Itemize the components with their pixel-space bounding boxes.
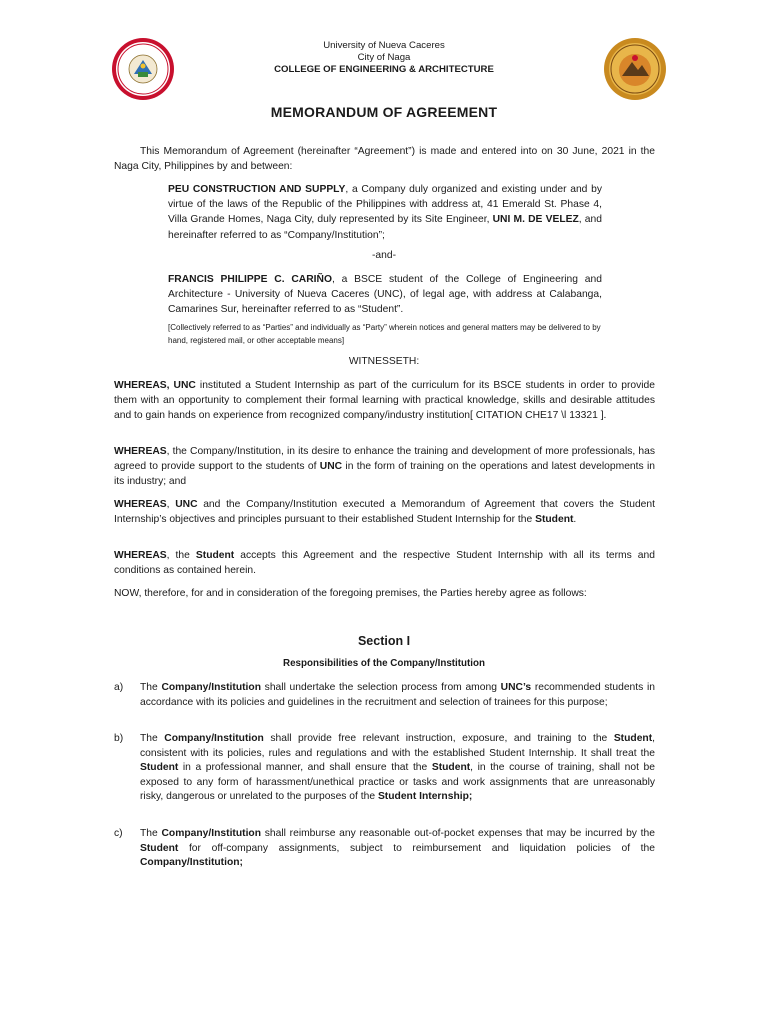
list-item-text (140, 681, 655, 710)
whereas-3-lead: WHEREAS (114, 499, 167, 510)
and-separator: -and- (371, 250, 397, 261)
text-run: shall undertake the selection process from among (260, 682, 501, 693)
text-run: recommended students in accordance with its policies and guidelines in the recruitment and selection of trainees for this purpose; (140, 682, 656, 708)
whereas-2-text-2: in the form of training on the operations and latest developments in its industry; and (114, 461, 655, 488)
party-student (168, 272, 602, 318)
list-item (114, 732, 655, 805)
text-run: The (140, 733, 165, 744)
whereas-4-text-2: accepts this Agreement and the respective Student Internship with all its terms and conditions as contained herein. (114, 550, 655, 577)
document-title: MEMORANDUM OF AGREEMENT (270, 104, 498, 120)
party-company (168, 182, 602, 243)
bold-run: Company/Institution (161, 682, 261, 693)
bold-run: Company/Institution; (140, 857, 243, 869)
engineering-seal-icon (602, 36, 668, 102)
collective-note: [Collectively referred to as “Parties” and individually as “Party” wherein notices and general matters may be delivered to by hand, registered mail, or other acceptable means] (168, 323, 601, 345)
whereas-3-end: . (573, 514, 577, 526)
whereas-1-text: instituted a Student Internship as part of the curriculum for its BSCE students in order to provide them with an opportunity to complement their formal learning with practical knowledge, skills and desirable attitudes and to gain hands on experience from recognized company/industry institution[ CITATION CHE17 \l 13321 ]. (114, 380, 655, 422)
company-name: PEU CONSTRUCTION AND SUPPLY (168, 184, 346, 195)
section-subtitle: Responsibilities of the Company/Institution (283, 658, 485, 669)
list-marker: a) (114, 682, 124, 693)
company-text-1: , a Company duly organized and existing under and by virtue of the laws of the Republic of the Philippines with address at, 41 Emerald St. Phase 4, Villa Grande Homes, Naga City, duly represented by its Site Engineer, (168, 184, 602, 226)
now-therefore-paragraph (114, 586, 655, 601)
whereas-paragraph-1 (114, 378, 655, 424)
whereas-3-text: and the Company/Institution executed a Memorandum of Agreement that covers the Student Internship’s objectives and principles pursuant to their established Student Internship for the (114, 499, 655, 526)
bold-run: Student (613, 733, 653, 744)
intro-text: This Memorandum of Agreement (hereinafter “Agreement”) is made and entered into on 30 June, 2021 in the Naga City, Philippines by and between: (114, 146, 655, 173)
text-run: shall provide free relevant instruction, exposure, and training to the (263, 733, 614, 744)
text-run: shall reimburse any reasonable out-of-pocket expenses that may be incurred by the (261, 828, 655, 839)
witnesseth-heading: WITNESSETH: (348, 356, 420, 367)
list-marker: b) (114, 733, 124, 744)
text-run: in a professional manner, and shall ensure that the (178, 762, 432, 774)
whereas-4-student: Student (195, 550, 235, 561)
student-text: , a BSCE student of the College of Engineering and Architecture - University of Nueva Caceres (UNC), of legal age, with address at Calabanga, Camarines Sur, hereinafter referred to as “Student”. (168, 274, 602, 316)
whereas-paragraph-2 (114, 444, 655, 490)
bold-run: Company/Institution (161, 828, 262, 839)
whereas-paragraph-3 (114, 497, 655, 527)
university-name: University of Nueva Caceres (323, 40, 445, 51)
whereas-2-lead: WHEREAS (114, 446, 167, 457)
bold-run: Student Internship; (377, 791, 473, 803)
whereas-1-lead: WHEREAS, UNC (114, 380, 196, 391)
text-run: , in the course of training, shall not be exposed to any form of harassment/unethical practice or tasks and work assignments that are unreasonably risky, dangerous or unrelated to the purposes of the (140, 762, 655, 803)
whereas-2-unc: UNC (319, 461, 343, 473)
whereas-3-comma: , (166, 499, 176, 510)
whereas-4-lead: WHEREAS (114, 550, 167, 561)
list-item-text (140, 827, 655, 871)
text-run: for off-company assignments, subject to reimbursement and liquidation policies of the (178, 842, 655, 854)
bold-run: UNC’s (500, 682, 532, 693)
list-item-text (140, 732, 655, 805)
whereas-3-student: Student (535, 514, 574, 526)
whereas-paragraph-4 (114, 548, 655, 578)
list-marker: c) (114, 828, 123, 839)
city-name: City of Naga (357, 52, 411, 63)
now-therefore-text: NOW, therefore, for and in consideration of the foregoing premises, the Parties hereby agree as follows: (114, 588, 587, 599)
whereas-2-text-1: , the Company/Institution, in its desire to enhance the training and development of more professionals, has agreed to provide support to the students of (114, 446, 655, 473)
whereas-4-text-1: , the (166, 550, 196, 561)
text-run: , consistent with its policies, rules and regulations and with the established Student Internship. It shall treat the (140, 733, 656, 759)
list-item (114, 827, 655, 871)
text-run: The (140, 828, 162, 839)
company-representative: UNI M. DE VELEZ (492, 214, 579, 226)
student-name: FRANCIS PHILIPPE C. CARIÑO (168, 274, 332, 285)
bold-run: Student (140, 762, 179, 774)
section-title: Section I (357, 634, 411, 648)
company-text-2: , and hereinafter referred to as “Company/Institution”; (168, 214, 602, 241)
bold-run: Student (140, 842, 179, 854)
whereas-3-unc: UNC (175, 499, 198, 510)
list-item (114, 681, 655, 710)
intro-paragraph (114, 144, 655, 174)
bold-run: Company/Institution (164, 733, 264, 744)
text-run: The (140, 682, 162, 693)
college-name: COLLEGE OF ENGINEERING & ARCHITECTURE (274, 64, 494, 75)
bold-run: Student (431, 762, 471, 774)
